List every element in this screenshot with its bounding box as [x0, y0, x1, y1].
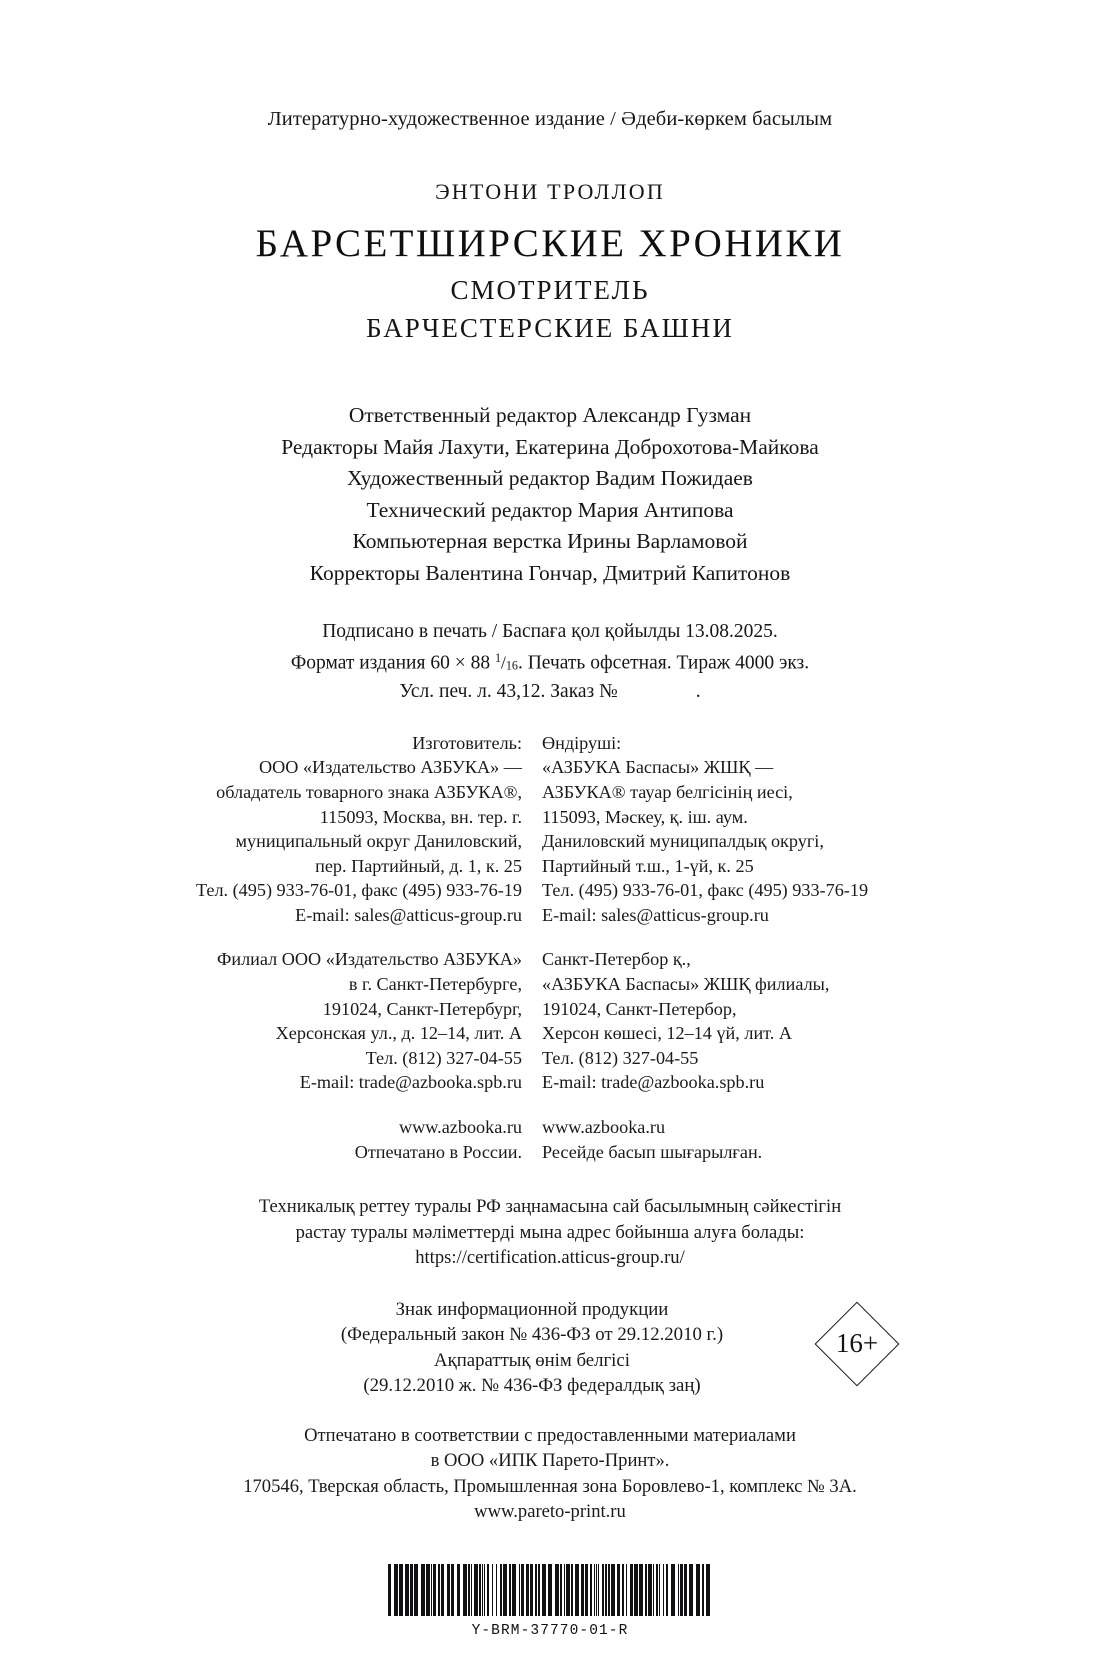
branch-email-ru: E-mail: trade@azbooka.spb.ru [299, 1072, 522, 1093]
sheets-order-line [150, 679, 950, 705]
age-rating-line: (29.12.2010 ж. № 436-ФЗ федералдық заң) [363, 1375, 701, 1397]
website-kk[interactable]: www.azbooka.ru [542, 1117, 666, 1138]
title-block [150, 179, 950, 344]
age-rating-line: Ақпараттық өнім белгісі [434, 1349, 630, 1371]
web-block-ru [150, 1115, 522, 1164]
phone-fax-ru: Тел. (495) 933-76-01, факс (495) 933-76-19 [195, 880, 522, 901]
author-name: ЭНТОНИ ТРОЛЛОП [435, 179, 665, 204]
manufacturer-label-kk: Өндіруші: [542, 732, 622, 753]
series-line: Литературно-художественное издание / Әдеби-көркем басылым [267, 108, 833, 130]
credit-line: Компьютерная верстка Ирины Варламовой [352, 529, 748, 553]
branch-name-kk: «АЗБУКА Баспасы» ЖШҚ филиалы, [542, 974, 830, 995]
branch-name-ru: Филиал ООО «Издательство АЗБУКА» [216, 949, 522, 970]
age-rating-value: 16+ [835, 1328, 879, 1359]
certification-line: растау туралы мәліметтерді мына адрес бойынша алуға болады: [295, 1221, 805, 1243]
printing-house-line: 170546, Тверская область, Промышленная зона Боровлево-1, комплекс № 3А. [243, 1475, 857, 1497]
website-ru[interactable]: www.azbooka.ru [398, 1117, 522, 1138]
print-info-block [150, 619, 950, 705]
age-rating-line: Знак информационной продукции [395, 1298, 669, 1320]
page-content [150, 0, 950, 1639]
address-city-ru: 115093, Москва, вн. тер. г. [319, 806, 522, 827]
barcode-image [388, 1564, 713, 1616]
fraction-numerator: 1 [494, 651, 501, 665]
printing-house-line: Отпечатано в соответствии с предоставленными материалами [304, 1424, 796, 1446]
fraction-slash: / [501, 652, 506, 673]
address-city-kk: 115093, Мәскеу, қ. іш. аум. [542, 806, 748, 827]
format-line [150, 645, 950, 679]
credits-block [150, 400, 950, 589]
signed-to-print-line: Подписано в печать / Баспаға қол қойылды 13.08.2025. [322, 621, 778, 642]
branch-phone-ru: Тел. (812) 327-04-55 [365, 1047, 522, 1068]
email-sales-ru: E-mail: sales@atticus-group.ru [295, 904, 522, 925]
address-street-ru: пер. Партийный, д. 1, к. 25 [315, 855, 522, 876]
trademark-owner-kk: АЗБУКА® тауар белгісінің иесі, [542, 781, 793, 802]
certification-url[interactable]: https://certification.atticus-group.ru/ [415, 1247, 685, 1269]
format-suffix: . Печать офсетная. Тираж 4000 экз. [517, 652, 810, 674]
branch-city-kk: Санкт-Петербор қ., [542, 949, 691, 970]
branch-street-ru: Херсонская ул., д. 12–14, лит. А [275, 1023, 522, 1044]
publisher-columns [150, 731, 950, 1165]
branch-block-ru [150, 947, 522, 1095]
format-prefix: Формат издания 60 × 88 [290, 652, 491, 674]
branch-zip-ru: 191024, Санкт-Петербург, [322, 998, 522, 1019]
barcode-label: Y-BRM-37770-01-R [471, 1622, 629, 1639]
manufacturer-name-ru: ООО «Издательство АЗБУКА» — [259, 757, 522, 778]
manufacturer-name-kk: «АЗБУКА Баспасы» ЖШҚ — [542, 757, 774, 778]
printing-house-line: в ООО «ИПК Парето-Принт». [430, 1450, 670, 1472]
trademark-owner-ru: обладатель товарного знака АЗБУКА®, [216, 781, 522, 802]
sheets-text: Усл. печ. л. 43,12. Заказ № [399, 680, 618, 702]
phone-fax-kk: Тел. (495) 933-76-01, факс (495) 933-76-19 [542, 880, 869, 901]
subtitle-first-novel: СМОТРИТЕЛЬ [450, 275, 650, 305]
printing-house-website[interactable]: www.pareto-print.ru [474, 1501, 626, 1523]
printed-in-kk: Ресейде басып шығарылған. [542, 1141, 763, 1162]
address-street-kk: Партийный т.ш., 1-үй, к. 25 [542, 855, 754, 876]
web-block-kk [542, 1115, 942, 1164]
credit-line: Ответственный редактор Александр Гузман [348, 403, 752, 427]
email-sales-kk: E-mail: sales@atticus-group.ru [542, 904, 769, 925]
manufacturer-label-ru: Изготовитель: [412, 732, 522, 753]
publisher-column-russian [150, 731, 532, 1165]
age-rating-badge [814, 1301, 900, 1387]
address-district-kk: Даниловский муниципалдық округі, [542, 831, 824, 852]
branch-block-kk [542, 947, 942, 1095]
subtitle-second-novel: БАРЧЕСТЕРСКИЕ БАШНИ [366, 313, 734, 343]
age-rating-block [150, 1297, 950, 1401]
branch-street-kk: Херсон көшесі, 12–14 үй, лит. А [542, 1023, 792, 1044]
publisher-column-kazakh [532, 731, 942, 1165]
credit-line: Корректоры Валентина Гончар, Дмитрий Капитонов [309, 560, 791, 585]
certification-block [150, 1194, 950, 1271]
branch-phone-kk: Тел. (812) 327-04-55 [542, 1047, 699, 1068]
manufacturer-block-kk [542, 731, 942, 928]
credit-line: Технический редактор Мария Антипова [366, 497, 734, 522]
order-trailing-dot: . [695, 680, 701, 702]
manufacturer-block-ru [150, 731, 522, 928]
fraction-denominator: 16 [505, 658, 518, 673]
format-fraction [495, 645, 518, 679]
barcode-block [150, 1551, 950, 1639]
address-district-ru: муниципальный округ Даниловский, [235, 831, 522, 852]
printed-in-ru: Отпечатано в России. [354, 1141, 522, 1162]
branch-city-ru: в г. Санкт-Петербурге, [348, 974, 522, 995]
age-rating-line: (Федеральный закон № 436-ФЗ от 29.12.2010 г.) [340, 1324, 724, 1346]
branch-zip-kk: 191024, Санкт-Петербор, [542, 998, 737, 1019]
main-title: БАРСЕТШИРСКИЕ ХРОНИКИ [255, 222, 845, 265]
certification-line: Техникалық реттеу туралы РФ заңнамасына сай басылымның сәйкестігін [258, 1196, 842, 1218]
branch-email-kk: E-mail: trade@azbooka.spb.ru [542, 1072, 765, 1093]
credit-line: Редакторы Майя Лахути, Екатерина Доброхотова-Майкова [281, 434, 819, 459]
credit-line: Художественный редактор Вадим Пожидаев [347, 466, 753, 490]
printing-house-block [150, 1423, 950, 1525]
